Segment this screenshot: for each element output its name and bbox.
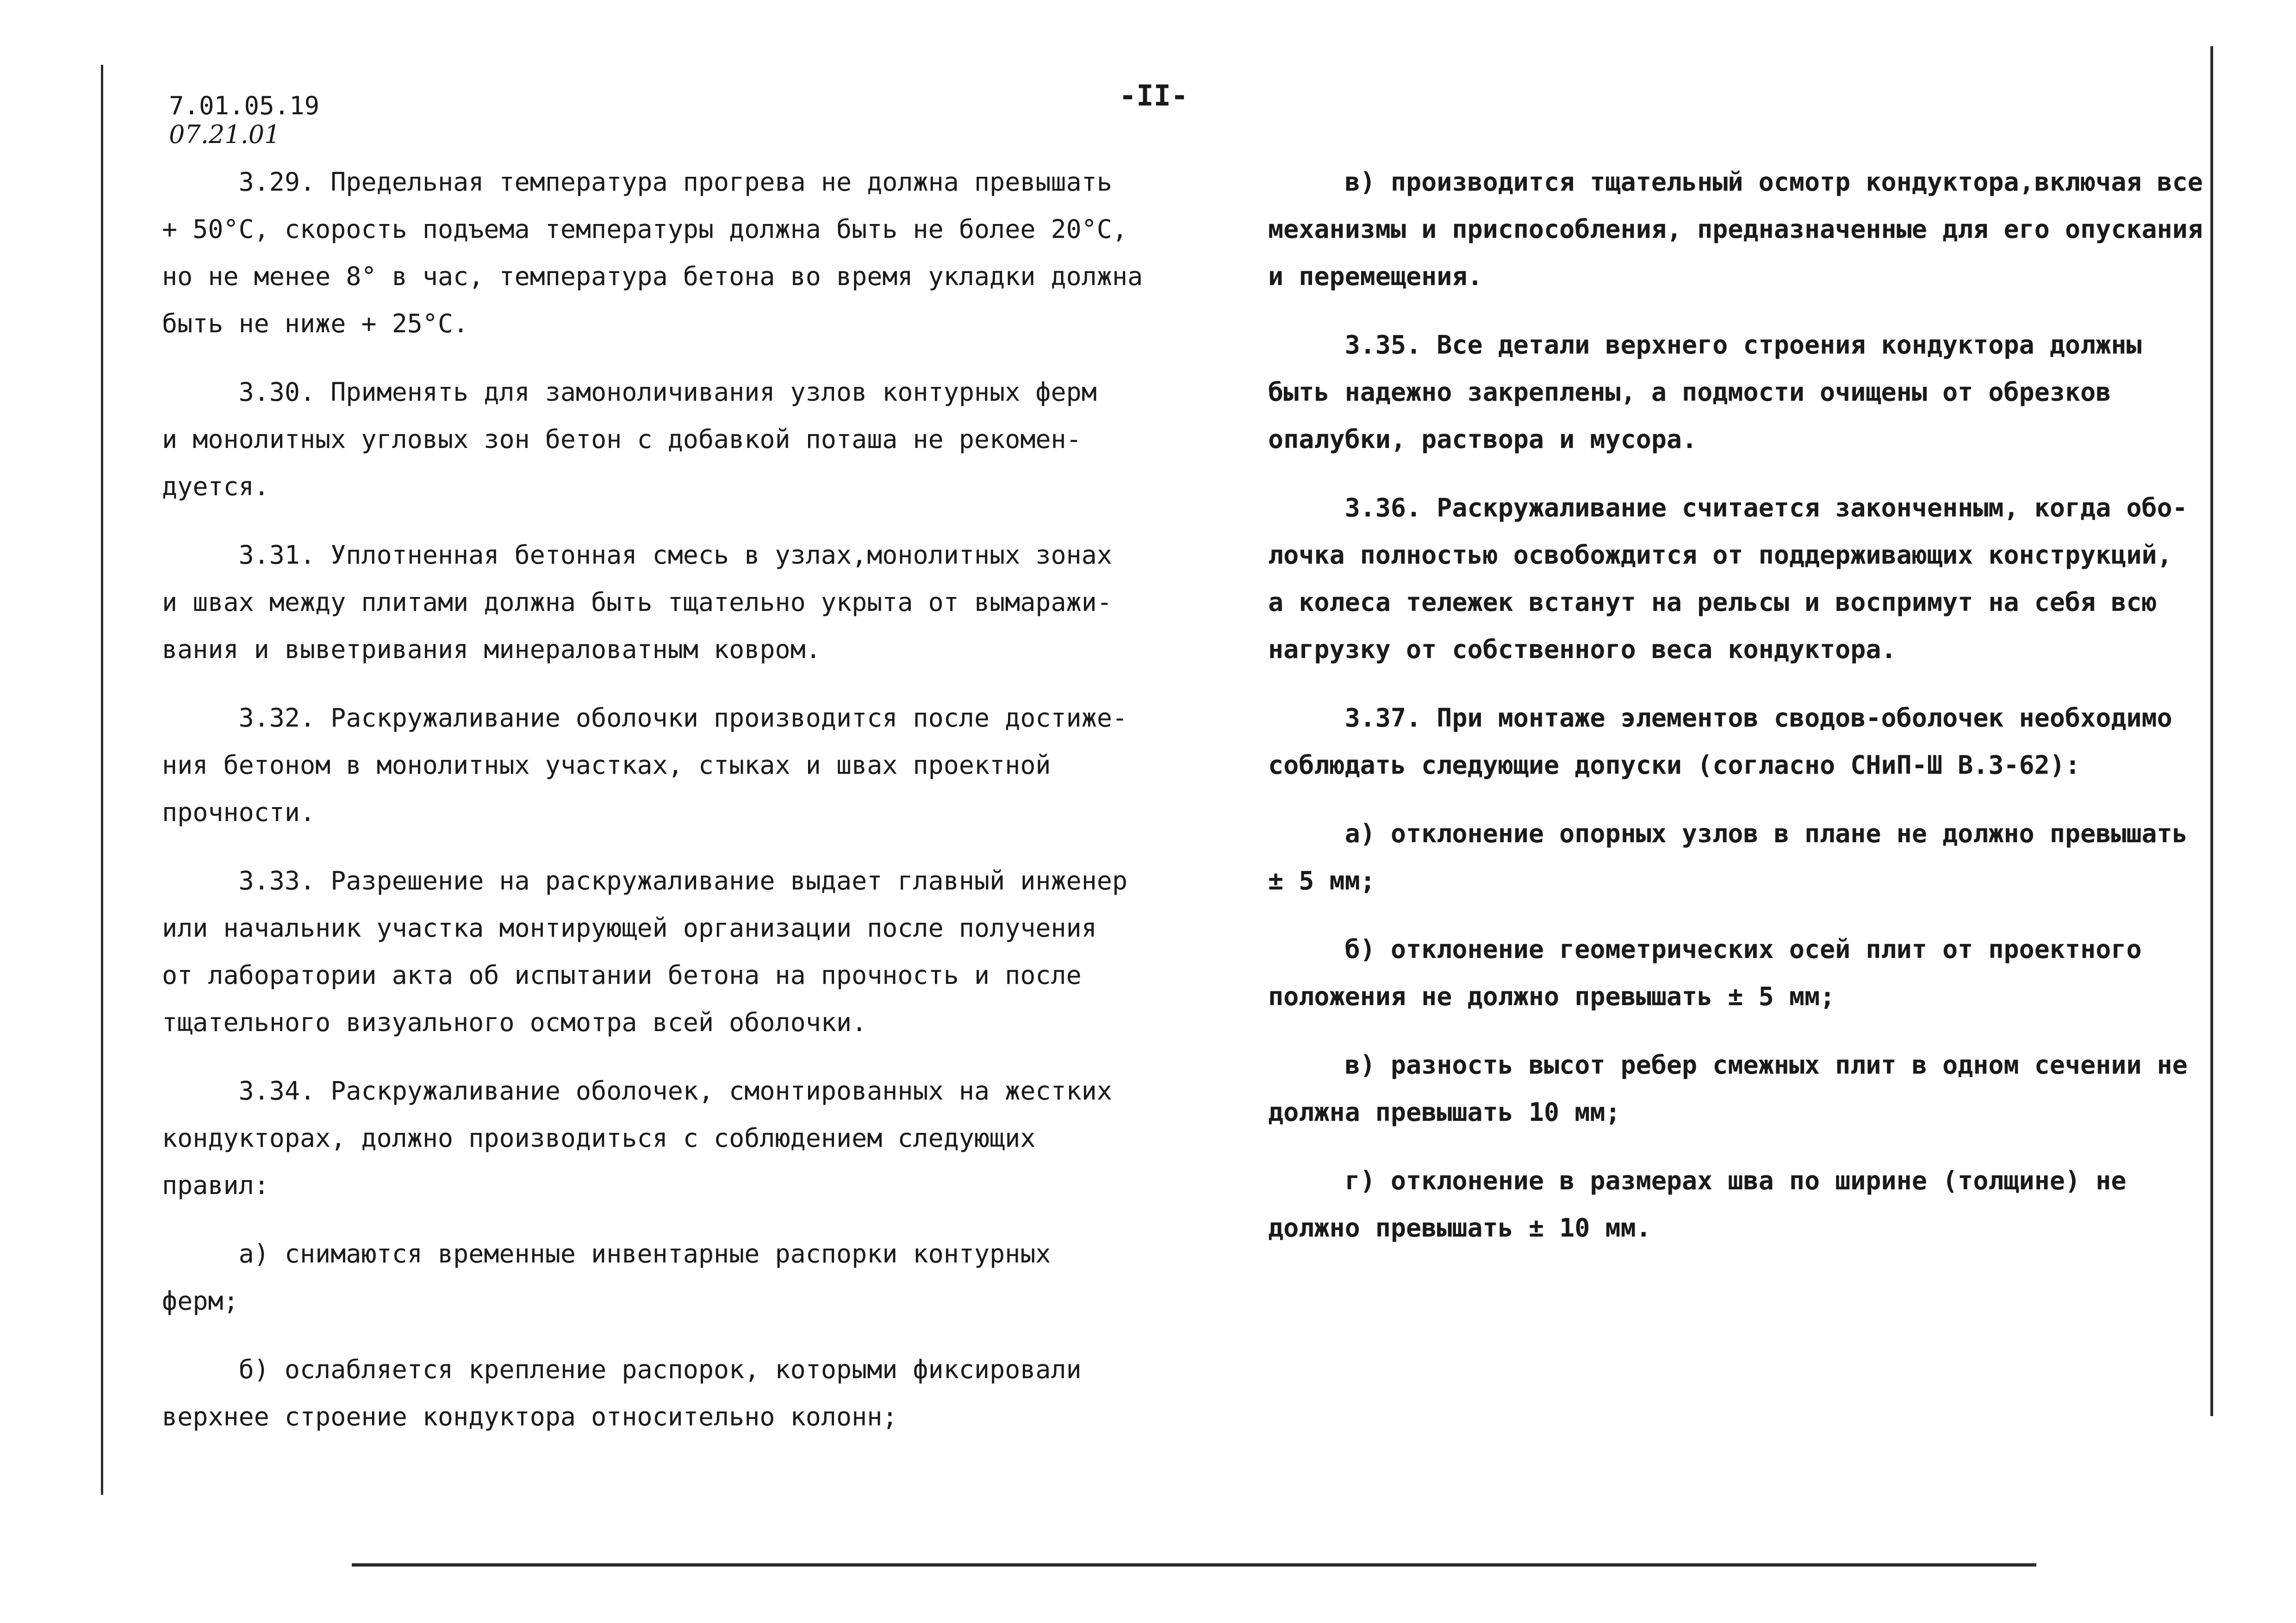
text-line: 3.36. Раскружаливание считается законченным, когда обо- [1268,493,2188,522]
text-line: быть надежно закреплены, а подмости очищены от обрезков [1268,377,2111,407]
text-line: + 50°C, скорость подъема температуры должна быть не более 20°C, [162,214,1128,244]
text-line: ния бетоном в монолитных участках, стыках и швах проектной [162,750,1051,780]
text-line: а колеса тележек встанут на рельсы и воспримут на себя всю [1268,587,2157,617]
page-number: -II- [1119,79,1188,112]
right-text-column [1268,158,2203,1273]
text-line: 3.33. Разрешение на раскружаливание выдает главный инженер [162,866,1128,895]
text-line: б) ослабляется крепление распорок, которыми фиксировали [162,1355,1082,1384]
paragraph [1268,926,2171,1020]
text-line: соблюдать следующие допуски (согласно СНиП-Ш В.3-62): [1268,750,2080,780]
text-line: 3.34. Раскружаливание оболочек, смонтированных на жестких [162,1076,1112,1106]
text-line: 3.31. Уплотненная бетонная смесь в узлах,монолитных зонах [162,540,1112,570]
text-line: или начальник участка монтирующей организации после получения [162,913,1097,943]
page-border-bottom [352,1563,2036,1567]
text-line: а) снимаются временные инвентарные распорки контурных [162,1239,1051,1269]
text-line: верхнее строение кондуктора относительно колонн; [162,1402,898,1431]
paragraph [1268,1041,2188,1136]
text-line: кондукторах, должно производиться с соблюдением следующих [162,1123,1036,1153]
text-line: положения не должно превышать ± 5 мм; [1268,982,1836,1011]
text-line: 3.29. Предельная температура прогрева не должна превышать [162,167,1112,197]
text-line: 3.35. Все детали верхнего строения кондуктора должны [1268,330,2142,360]
left-text-column [162,158,1143,1461]
text-line: дуется. [162,472,269,501]
text-line: быть не ниже + 25°C. [162,309,469,338]
text-line: 3.37. При монтаже элементов сводов-оболочек необходимо [1268,703,2172,733]
paragraph [162,857,1128,1046]
text-line: опалубки, раствора и мусора. [1268,424,1698,454]
text-line: должна превышать 10 мм; [1268,1097,1621,1127]
text-line: нагрузку от собственного веса кондуктора. [1268,634,1897,664]
paragraph [162,531,1111,673]
text-line: в) разность высот ребер смежных плит в одном сечении не [1268,1050,2188,1080]
text-line: от лаборатории акта об испытании бетона на прочность и после [162,960,1082,990]
page-border-right [2210,46,2213,1416]
text-line: 3.30. Применять для замоноличивания узлов контурных ферм [162,377,1097,407]
text-line: вания и выветривания минераловатным ковром. [162,634,821,664]
paragraph [162,368,1111,510]
paragraph [162,158,1143,347]
text-line: ферм; [162,1286,239,1316]
text-line: 3.32. Раскружаливание оболочки производится после достиже- [162,703,1128,733]
text-line: лочка полностью освобождится от поддерживающих конструкций, [1268,540,2172,570]
text-line: механизмы и приспособления, предназначенные для его опускания [1268,214,2203,244]
paragraph [162,1230,1111,1325]
text-line: б) отклонение геометрических осей плит от проектного [1268,934,2142,964]
text-line: прочности. [162,797,316,827]
text-line: г) отклонение в размерах шва по ширине (толщине) не [1268,1166,2127,1195]
doc-code-printed: 7.01.05.19 [169,91,320,120]
paragraph [162,1067,1111,1209]
text-line: правил: [162,1170,269,1200]
text-line: в) производится тщательный осмотр кондуктора,включая все [1268,167,2203,197]
paragraph [1268,484,2188,673]
text-line: и перемещения. [1268,261,1483,291]
paragraph [1268,1157,2171,1251]
paragraph [162,1346,1111,1440]
text-line: и монолитных угловых зон бетон с добавкой поташа не рекомен- [162,424,1082,454]
paragraph [1268,810,2188,904]
paragraph [1268,694,2171,789]
text-line: ± 5 мм; [1268,866,1375,895]
doc-code-handwritten: 07.21.01 [169,120,280,149]
text-line: а) отклонение опорных узлов в плане не должно превышать [1268,819,2188,848]
document-code [169,92,319,149]
text-line: должно превышать ± 10 мм. [1268,1213,1651,1243]
paragraph [1268,158,2203,300]
text-line: тщательного визуального осмотра всей оболочки. [162,1007,867,1037]
paragraph [162,694,1128,836]
text-line: но не менее 8° в час, температура бетона во время укладки должна [162,261,1143,291]
page-border-left [101,65,103,1495]
text-line: и швах между плитами должна быть тщательно укрыта от вымаражи- [162,587,1112,617]
paragraph [1268,321,2171,463]
